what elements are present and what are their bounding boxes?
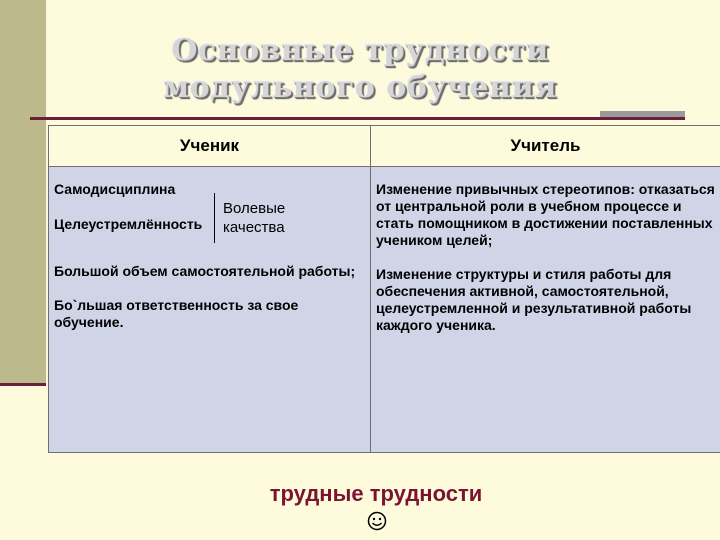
student-item-purposefulness: Целеустремлённость [54, 216, 203, 232]
willpower-label-line2: качества [223, 219, 285, 236]
willpower-label [223, 181, 285, 237]
slide-title-line2: модульного обучения [163, 70, 557, 105]
teacher-item-structure: Изменение структуры и стиля работы для обеспечения активной, самостоятельной, целеустремленной и результативной работы каждого ученика. [376, 266, 692, 333]
spacer [54, 243, 365, 263]
header-teacher: Учитель [371, 126, 720, 167]
student-item-independent-work: Большой объем самостоятельной работы; [54, 263, 356, 279]
spacer [376, 249, 715, 266]
group-bracket-line [214, 193, 215, 243]
willpower-group [54, 181, 365, 243]
student-cell [49, 167, 371, 453]
spacer [54, 280, 365, 297]
student-item-discipline: Самодисциплина [54, 181, 176, 197]
teacher-item-stereotypes: Изменение привычных стереотипов: отказаться от центральной роли в учебном процессе и стать помощником в достижении поставленных учеником целей; [376, 181, 715, 248]
decorative-top-rule [30, 117, 685, 120]
slide-title-line1: Основные трудности [171, 33, 549, 68]
smiley-icon [367, 511, 387, 531]
table-header-row [49, 126, 720, 167]
decorative-side-bar [0, 0, 46, 383]
table-row [49, 167, 720, 453]
student-item-responsibility: Бо`льшая ответственность за свое обучение. [54, 297, 299, 330]
decorative-side-rule [0, 383, 46, 386]
willpower-label-line1: Волевые [223, 200, 286, 217]
slide-title [160, 32, 560, 106]
footer-caption: трудные трудности [269, 481, 483, 506]
teacher-cell [371, 167, 720, 453]
header-student: Ученик [49, 126, 371, 167]
difficulties-table [48, 125, 720, 453]
